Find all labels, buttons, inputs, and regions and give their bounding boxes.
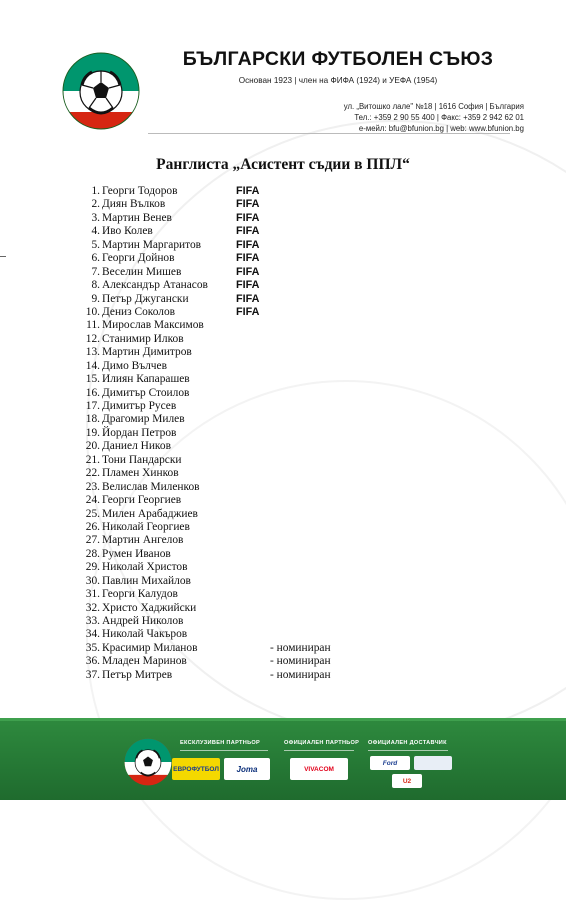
referee-row	[83, 265, 260, 279]
rank-number: 26.	[85, 520, 100, 533]
referee-name: Мартин Маргаритов	[102, 238, 202, 251]
rank-number: 33.	[85, 615, 100, 627]
rank-number: 21.	[85, 453, 100, 466]
referee-row	[83, 238, 260, 252]
referee-row	[83, 198, 260, 211]
referee-name: Мирослав Максимов	[102, 319, 204, 332]
referee-row	[83, 373, 190, 386]
referee-name: Велислав Миленков	[102, 480, 200, 493]
rank-number: 22.	[85, 467, 100, 480]
referee-name: Мартин Димитров	[102, 346, 192, 359]
referee-row	[83, 480, 200, 494]
referee-name: Георги Дойнов	[102, 252, 175, 265]
referee-name: Димитър Русев	[102, 400, 177, 412]
referee-row	[83, 655, 331, 668]
referee-name: Веселин Мишев	[102, 265, 182, 278]
official-supplier-label: ОФИЦИАЛЕН ДОСТАВЧИК	[368, 740, 447, 746]
referee-name: Тони Пандарски	[102, 453, 182, 466]
exclusive-partner-label: ЕКСКЛУЗИВЕН ПАРТНЬОР	[180, 740, 261, 746]
referee-name: Драгомир Милев	[102, 413, 185, 426]
fifa-badge: FIFA	[236, 252, 260, 265]
footer-separator	[368, 750, 448, 751]
rank-number: 9.	[91, 292, 100, 305]
referee-row	[83, 185, 260, 198]
referee-row	[83, 279, 260, 292]
referee-row	[83, 413, 185, 426]
rank-number: 5.	[91, 238, 100, 251]
document-title: Ранглиста „Асистент съдии в ППЛ“	[156, 156, 410, 173]
referee-row	[83, 615, 184, 628]
referee-name: Андрей Николов	[102, 615, 184, 627]
referee-name: Пламен Хинков	[102, 467, 179, 480]
sponsor-ford: Ford	[370, 756, 410, 770]
sponsor-footer	[0, 718, 566, 800]
nomination-note: - номиниран	[270, 668, 331, 681]
referee-row	[83, 547, 171, 561]
rank-number: 32.	[85, 601, 100, 614]
fifa-badge: FIFA	[236, 185, 260, 197]
fifa-badge: FIFA	[236, 305, 260, 318]
rank-number: 37.	[85, 668, 100, 681]
rank-number: 25.	[85, 507, 100, 520]
rank-number: 2.	[91, 198, 100, 211]
fifa-badge: FIFA	[236, 265, 260, 278]
referee-row	[83, 534, 184, 547]
referee-name: Николай Георгиев	[102, 520, 190, 533]
rank-number: 6.	[91, 252, 100, 265]
referee-name: Даниел Ников	[102, 440, 171, 453]
rank-number: 12.	[85, 332, 100, 345]
fifa-badge: FIFA	[236, 292, 260, 305]
footer-stripe	[0, 718, 566, 721]
sponsor-logo-placeholder	[414, 756, 452, 770]
referee-name: Илиян Капарашев	[102, 373, 190, 386]
footer-separator	[284, 750, 354, 751]
referee-name: Георги Тодоров	[102, 185, 178, 197]
fifa-badge: FIFA	[236, 238, 260, 251]
rank-number: 36.	[85, 655, 100, 668]
referee-row	[83, 588, 178, 601]
rank-number: 13.	[85, 346, 100, 359]
nomination-note: - номиниран	[270, 655, 331, 668]
contact-block	[344, 101, 524, 134]
rank-number: 17.	[85, 400, 100, 412]
referee-row	[83, 574, 191, 588]
referee-row	[83, 453, 182, 467]
referee-row	[83, 426, 177, 440]
fifa-badge: FIFA	[236, 211, 260, 224]
referee-row	[83, 305, 260, 319]
phone-line: Тел.: +359 2 90 55 400 | Факс: +359 2 942 62 01	[354, 113, 524, 122]
rank-number: 31.	[85, 588, 100, 601]
rank-number: 15.	[85, 373, 100, 386]
rank-number: 3.	[91, 211, 100, 224]
org-name: БЪЛГАРСКИ ФУТБОЛЕН СЪЮЗ	[182, 48, 494, 70]
email-line: е-мейл: bfu@bfunion.bg | web: www.bfunion.bg	[358, 124, 524, 133]
referee-row	[83, 252, 260, 265]
referee-name: Николай Христов	[102, 561, 188, 574]
margin-mark	[0, 256, 6, 257]
referee-row	[83, 225, 260, 238]
referee-row	[83, 332, 184, 346]
referee-name: Милен Арабаджиев	[102, 507, 198, 520]
referee-row	[83, 601, 197, 615]
referee-name: Йордан Петров	[102, 426, 177, 439]
referee-row	[83, 440, 171, 453]
rank-number: 30.	[85, 574, 100, 587]
nomination-note: - номиниран	[270, 641, 331, 654]
rank-number: 1.	[91, 185, 100, 197]
fifa-badge: FIFA	[236, 279, 260, 292]
referee-row	[83, 467, 179, 480]
sponsor-u2: U2	[392, 774, 422, 788]
referee-row	[83, 386, 190, 400]
rank-number: 7.	[91, 265, 100, 278]
rank-number: 18.	[85, 413, 100, 426]
referee-name: Георги Калудов	[102, 588, 178, 601]
referee-row	[83, 520, 190, 534]
referee-row	[83, 628, 188, 641]
referee-name: Петър Митрев	[102, 668, 173, 681]
fifa-badge: FIFA	[236, 198, 260, 211]
referee-row	[83, 319, 204, 332]
rank-number: 20.	[85, 440, 100, 453]
rank-number: 16.	[85, 386, 100, 399]
rank-number: 34.	[85, 628, 100, 641]
referee-row	[83, 561, 188, 574]
referee-row	[83, 292, 260, 306]
referee-name: Павлин Михайлов	[102, 574, 191, 587]
referee-row	[83, 668, 331, 682]
rank-number: 23.	[85, 480, 100, 493]
referee-name: Димитър Стоилов	[102, 386, 190, 399]
footer-separator	[180, 750, 268, 751]
referee-name: Димо Вълчев	[102, 359, 167, 372]
referee-name: Мартин Венев	[102, 211, 172, 224]
referee-name: Христо Хаджийски	[102, 601, 197, 614]
referee-name: Петър Джугански	[102, 292, 189, 305]
referee-name: Иво Колев	[102, 225, 153, 238]
referee-name: Младен Маринов	[102, 655, 187, 668]
rank-number: 10.	[85, 305, 100, 318]
rank-number: 4.	[91, 225, 100, 238]
referee-name: Николай Чакъров	[102, 628, 188, 641]
rank-number: 29.	[85, 561, 100, 574]
rank-number: 24.	[85, 494, 100, 507]
rank-number: 11.	[86, 319, 100, 332]
referee-row	[83, 507, 198, 521]
referee-row	[83, 211, 260, 225]
rank-number: 35.	[85, 641, 100, 654]
org-founded-line: Основан 1923 | член на ФИФА (1924) и УЕФА (1954)	[238, 76, 438, 85]
sponsor-eurofootball: ЕВРОФУТБОЛ	[172, 758, 220, 780]
referee-name: Диян Вълков	[102, 198, 166, 211]
referee-name: Мартин Ангелов	[102, 534, 184, 547]
rank-number: 28.	[85, 547, 100, 560]
header-divider	[148, 133, 510, 134]
referee-name: Дениз Соколов	[102, 305, 176, 318]
referee-row	[83, 346, 192, 359]
sponsor-vivacom: VIVACOM	[290, 758, 348, 780]
referee-name: Румен Иванов	[102, 547, 171, 560]
official-partner-label: ОФИЦИАЛЕН ПАРТНЬОР	[284, 740, 360, 746]
referee-ranking-list	[83, 185, 331, 682]
referee-row	[83, 400, 177, 413]
sponsor-joma: Joma	[224, 758, 270, 780]
referee-name: Станимир Илков	[102, 332, 184, 345]
referee-row	[83, 359, 167, 373]
rank-number: 14.	[85, 359, 100, 372]
address-line: ул. „Витошко лале" №18 | 1616 София | България	[343, 102, 524, 111]
referee-name: Александър Атанасов	[102, 279, 208, 292]
referee-row	[83, 641, 331, 655]
footer-bfu-logo	[124, 738, 172, 786]
bfu-logo	[62, 52, 140, 130]
referee-name: Георги Георгиев	[102, 494, 182, 507]
rank-number: 27.	[85, 534, 100, 547]
rank-number: 8.	[91, 279, 100, 292]
referee-name: Красимир Миланов	[102, 641, 198, 654]
rank-number: 19.	[85, 426, 100, 439]
fifa-badge: FIFA	[236, 225, 260, 238]
referee-row	[83, 494, 182, 507]
